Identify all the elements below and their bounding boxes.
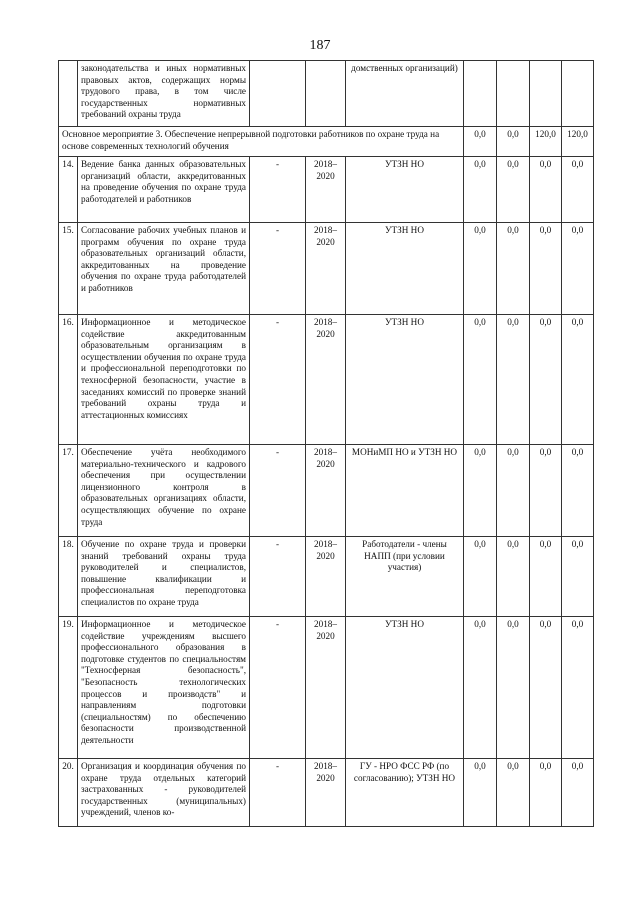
table-row xyxy=(59,617,594,759)
code-cell xyxy=(250,61,306,127)
value-cell: 0,0 xyxy=(562,223,594,315)
value-cell: 0,0 xyxy=(497,759,530,827)
value-cell: 0,0 xyxy=(497,127,530,157)
table-row xyxy=(59,537,594,617)
executor-cell: УТЗН НО xyxy=(346,223,464,315)
period-cell: 2018–2020 xyxy=(306,759,346,827)
value-cell: 0,0 xyxy=(562,537,594,617)
value-cell: 0,0 xyxy=(464,537,497,617)
activity-name: Обучение по охране труда и проверки знаний требований охраны труда руководителей и специалистов, повышение квалификации и профессиональная переподготовка специалистов по охране труда xyxy=(78,537,250,617)
executor-cell: домственных организаций) xyxy=(346,61,464,127)
row-number xyxy=(59,61,78,127)
value-cell: 0,0 xyxy=(530,223,562,315)
executor-cell: УТЗН НО xyxy=(346,315,464,445)
table-row xyxy=(59,223,594,315)
value-cell: 0,0 xyxy=(464,445,497,537)
value-cell: 0,0 xyxy=(497,445,530,537)
period-cell: 2018–2020 xyxy=(306,617,346,759)
value-cell: 120,0 xyxy=(562,127,594,157)
period-cell xyxy=(306,61,346,127)
activity-name: Обеспечение учёта необходимого материально-технического и кадрового обеспечения при осуществлении лицензионного контроля в образовательных организациях области, осуществляющих обучение по охране труда xyxy=(78,445,250,537)
executor-cell: ГУ - НРО ФСС РФ (по согласованию); УТЗН НО xyxy=(346,759,464,827)
value-cell: 0,0 xyxy=(562,445,594,537)
row-number: 17. xyxy=(59,445,78,537)
value-cell: 0,0 xyxy=(530,315,562,445)
value-cell: 0,0 xyxy=(464,127,497,157)
activity-name: Организация и координация обучения по охране труда отдельных категорий застрахованных - руководителей государственных (муниципальных) учреждений, членов ко- xyxy=(78,759,250,827)
table-row xyxy=(59,315,594,445)
code-cell: - xyxy=(250,315,306,445)
period-cell: 2018–2020 xyxy=(306,223,346,315)
executor-cell: УТЗН НО xyxy=(346,617,464,759)
value-cell: 0,0 xyxy=(497,223,530,315)
value-cell xyxy=(464,61,497,127)
activity-name: Информационное и методическое содействие учреждениям высшего профессионального образования в подготовке студентов по специальностям "Техносферная безопасность", "Безопасность технологических процессов и производств" и направлениям подготовки (специальностям) по обеспечению безопасности производственной деятельности xyxy=(78,617,250,759)
activity-name: законодательства и иных нормативных правовых актов, содержащих нормы трудового права, в том числе государственных нормативных требований охраны труда xyxy=(78,61,250,127)
table-row xyxy=(59,157,594,223)
value-cell: 0,0 xyxy=(497,315,530,445)
code-cell: - xyxy=(250,157,306,223)
code-cell: - xyxy=(250,445,306,537)
value-cell: 0,0 xyxy=(530,445,562,537)
row-number: 18. xyxy=(59,537,78,617)
value-cell: 0,0 xyxy=(464,223,497,315)
value-cell: 0,0 xyxy=(562,157,594,223)
value-cell: 0,0 xyxy=(530,537,562,617)
page-number: 187 xyxy=(309,38,331,53)
code-cell: - xyxy=(250,617,306,759)
value-cell: 0,0 xyxy=(562,315,594,445)
value-cell xyxy=(497,61,530,127)
period-cell: 2018–2020 xyxy=(306,315,346,445)
value-cell: 0,0 xyxy=(464,759,497,827)
executor-cell: Работодатели - члены НАПП (при условии участия) xyxy=(346,537,464,617)
value-cell: 0,0 xyxy=(464,315,497,445)
value-cell xyxy=(562,61,594,127)
section-title: Основное мероприятие 3. Обеспечение непрерывной подготовки работников по охране труда на основе современных технологий обучения xyxy=(59,127,464,157)
executor-cell: МОНиМП НО и УТЗН НО xyxy=(346,445,464,537)
code-cell: - xyxy=(250,537,306,617)
value-cell: 0,0 xyxy=(497,617,530,759)
period-cell: 2018–2020 xyxy=(306,537,346,617)
activities-table xyxy=(58,60,594,827)
value-cell: 120,0 xyxy=(530,127,562,157)
section-row xyxy=(59,127,594,157)
activity-name: Согласование рабочих учебных планов и программ обучения по охране труда образовательных организаций области, аккредитованных на проведение обучения по охране труда работодателей и работников xyxy=(78,223,250,315)
value-cell: 0,0 xyxy=(562,759,594,827)
value-cell: 0,0 xyxy=(497,157,530,223)
table-row xyxy=(59,445,594,537)
value-cell: 0,0 xyxy=(530,759,562,827)
row-number: 16. xyxy=(59,315,78,445)
value-cell: 0,0 xyxy=(464,157,497,223)
value-cell: 0,0 xyxy=(530,617,562,759)
row-number: 20. xyxy=(59,759,78,827)
period-cell: 2018–2020 xyxy=(306,157,346,223)
executor-cell: УТЗН НО xyxy=(346,157,464,223)
value-cell: 0,0 xyxy=(497,537,530,617)
code-cell: - xyxy=(250,759,306,827)
value-cell: 0,0 xyxy=(530,157,562,223)
row-number: 15. xyxy=(59,223,78,315)
period-cell: 2018–2020 xyxy=(306,445,346,537)
code-cell: - xyxy=(250,223,306,315)
value-cell: 0,0 xyxy=(562,617,594,759)
row-number: 14. xyxy=(59,157,78,223)
value-cell: 0,0 xyxy=(464,617,497,759)
row-number: 19. xyxy=(59,617,78,759)
continuation-row xyxy=(59,61,594,127)
value-cell xyxy=(530,61,562,127)
activity-name: Информационное и методическое содействие аккредитованным образовательным организациям в осуществлении обучения по охране труда и профессиональной переподготовки по техносферной безопасности, участие в заседаниях комиссий по проверке знаний требований охраны труда и аттестационных комиссиях xyxy=(78,315,250,445)
table-row xyxy=(59,759,594,827)
activity-name: Ведение банка данных образовательных организаций области, аккредитованных на проведение обучения по охране труда работодателей и работников xyxy=(78,157,250,223)
